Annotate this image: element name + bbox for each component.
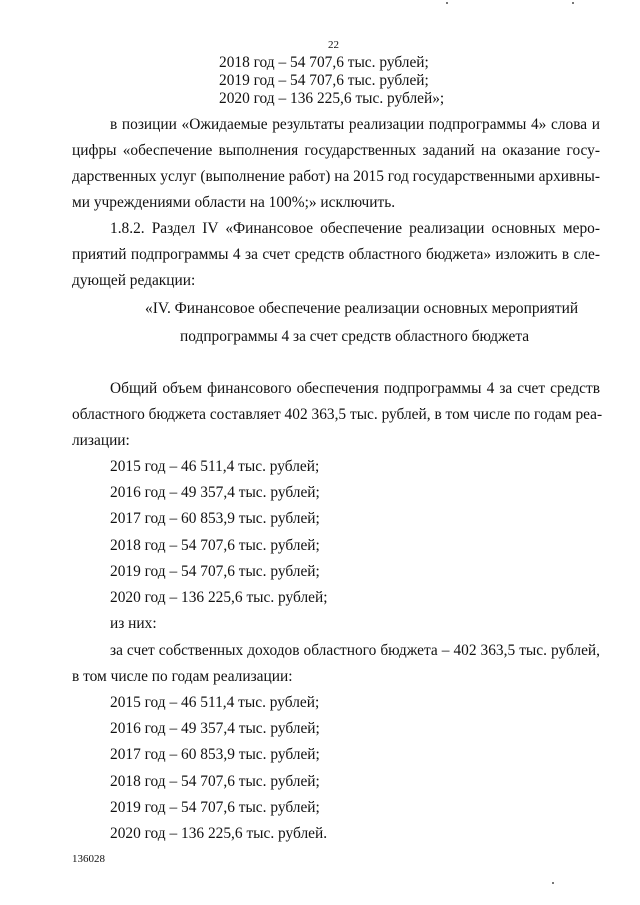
year-amount-line: 2020 год – 136 225,6 тыс. рублей. — [110, 825, 328, 842]
year-amount-line: 2017 год – 60 853,9 тыс. рублей; — [110, 510, 320, 527]
year-amount-line: 2015 год – 46 511,4 тыс. рублей; — [110, 458, 320, 475]
intro-year-line: 2019 год – 54 707,6 тыс. рублей; — [219, 72, 429, 89]
page-number: 22 — [328, 39, 339, 51]
paragraph-line: за счет собственных доходов областного бюджета – 402 363,5 тыс. рублей, — [110, 642, 600, 659]
paragraph-line: Общий объем финансового обеспечения подпрограммы 4 за счет средств — [110, 380, 600, 397]
paragraph-line: ми учреждениями области на 100%;» исключить. — [72, 194, 396, 211]
section-heading-line: «IV. Финансовое обеспечение реализации основных мероприятий — [145, 300, 579, 317]
intro-year-line: 2020 год – 136 225,6 тыс. рублей»; — [219, 90, 445, 107]
paragraph-line: цифры «обеспечение выполнения государственных заданий на оказание госу- — [72, 142, 600, 159]
paragraph-line: приятий подпрограммы 4 за счет средств областного бюджета» изложить в сле- — [72, 246, 600, 263]
paragraph-line: в том числе по годам реализации: — [72, 668, 293, 685]
year-amount-line: 2019 год – 54 707,6 тыс. рублей; — [110, 799, 320, 816]
scan-speck — [552, 882, 554, 884]
year-amount-line: 2019 год – 54 707,6 тыс. рублей; — [110, 563, 320, 580]
intro-year-line: 2018 год – 54 707,6 тыс. рублей; — [219, 54, 429, 71]
year-amount-line: 2015 год – 46 511,4 тыс. рублей; — [110, 694, 320, 711]
document-code: 136028 — [72, 853, 105, 865]
paragraph-line: областного бюджета составляет 402 363,5 тыс. рублей, в том числе по годам реа- — [72, 406, 603, 423]
year-amount-line: 2018 год – 54 707,6 тыс. рублей; — [110, 537, 320, 554]
year-amount-line: 2018 год – 54 707,6 тыс. рублей; — [110, 773, 320, 790]
paragraph-line: дующей редакции: — [72, 272, 196, 289]
paragraph-line: 1.8.2. Раздел IV «Финансовое обеспечение реализации основных меро- — [110, 220, 600, 237]
paragraph-line: в позиции «Ожидаемые результаты реализации подпрограммы 4» слова и — [110, 116, 600, 133]
scan-speck — [446, 2, 448, 4]
year-amount-line: 2017 год – 60 853,9 тыс. рублей; — [110, 746, 320, 763]
of-them-label: из них: — [110, 615, 157, 632]
section-heading-line: подпрограммы 4 за счет средств областного бюджета — [180, 328, 530, 345]
year-amount-line: 2020 год – 136 225,6 тыс. рублей; — [110, 589, 328, 606]
paragraph-line: дарственных услуг (выполнение работ) на 2015 год государственными архивны- — [72, 168, 600, 185]
paragraph-line: лизации: — [72, 432, 130, 449]
year-amount-line: 2016 год – 49 357,4 тыс. рублей; — [110, 720, 320, 737]
scan-speck — [572, 2, 574, 4]
year-amount-line: 2016 год – 49 357,4 тыс. рублей; — [110, 484, 320, 501]
